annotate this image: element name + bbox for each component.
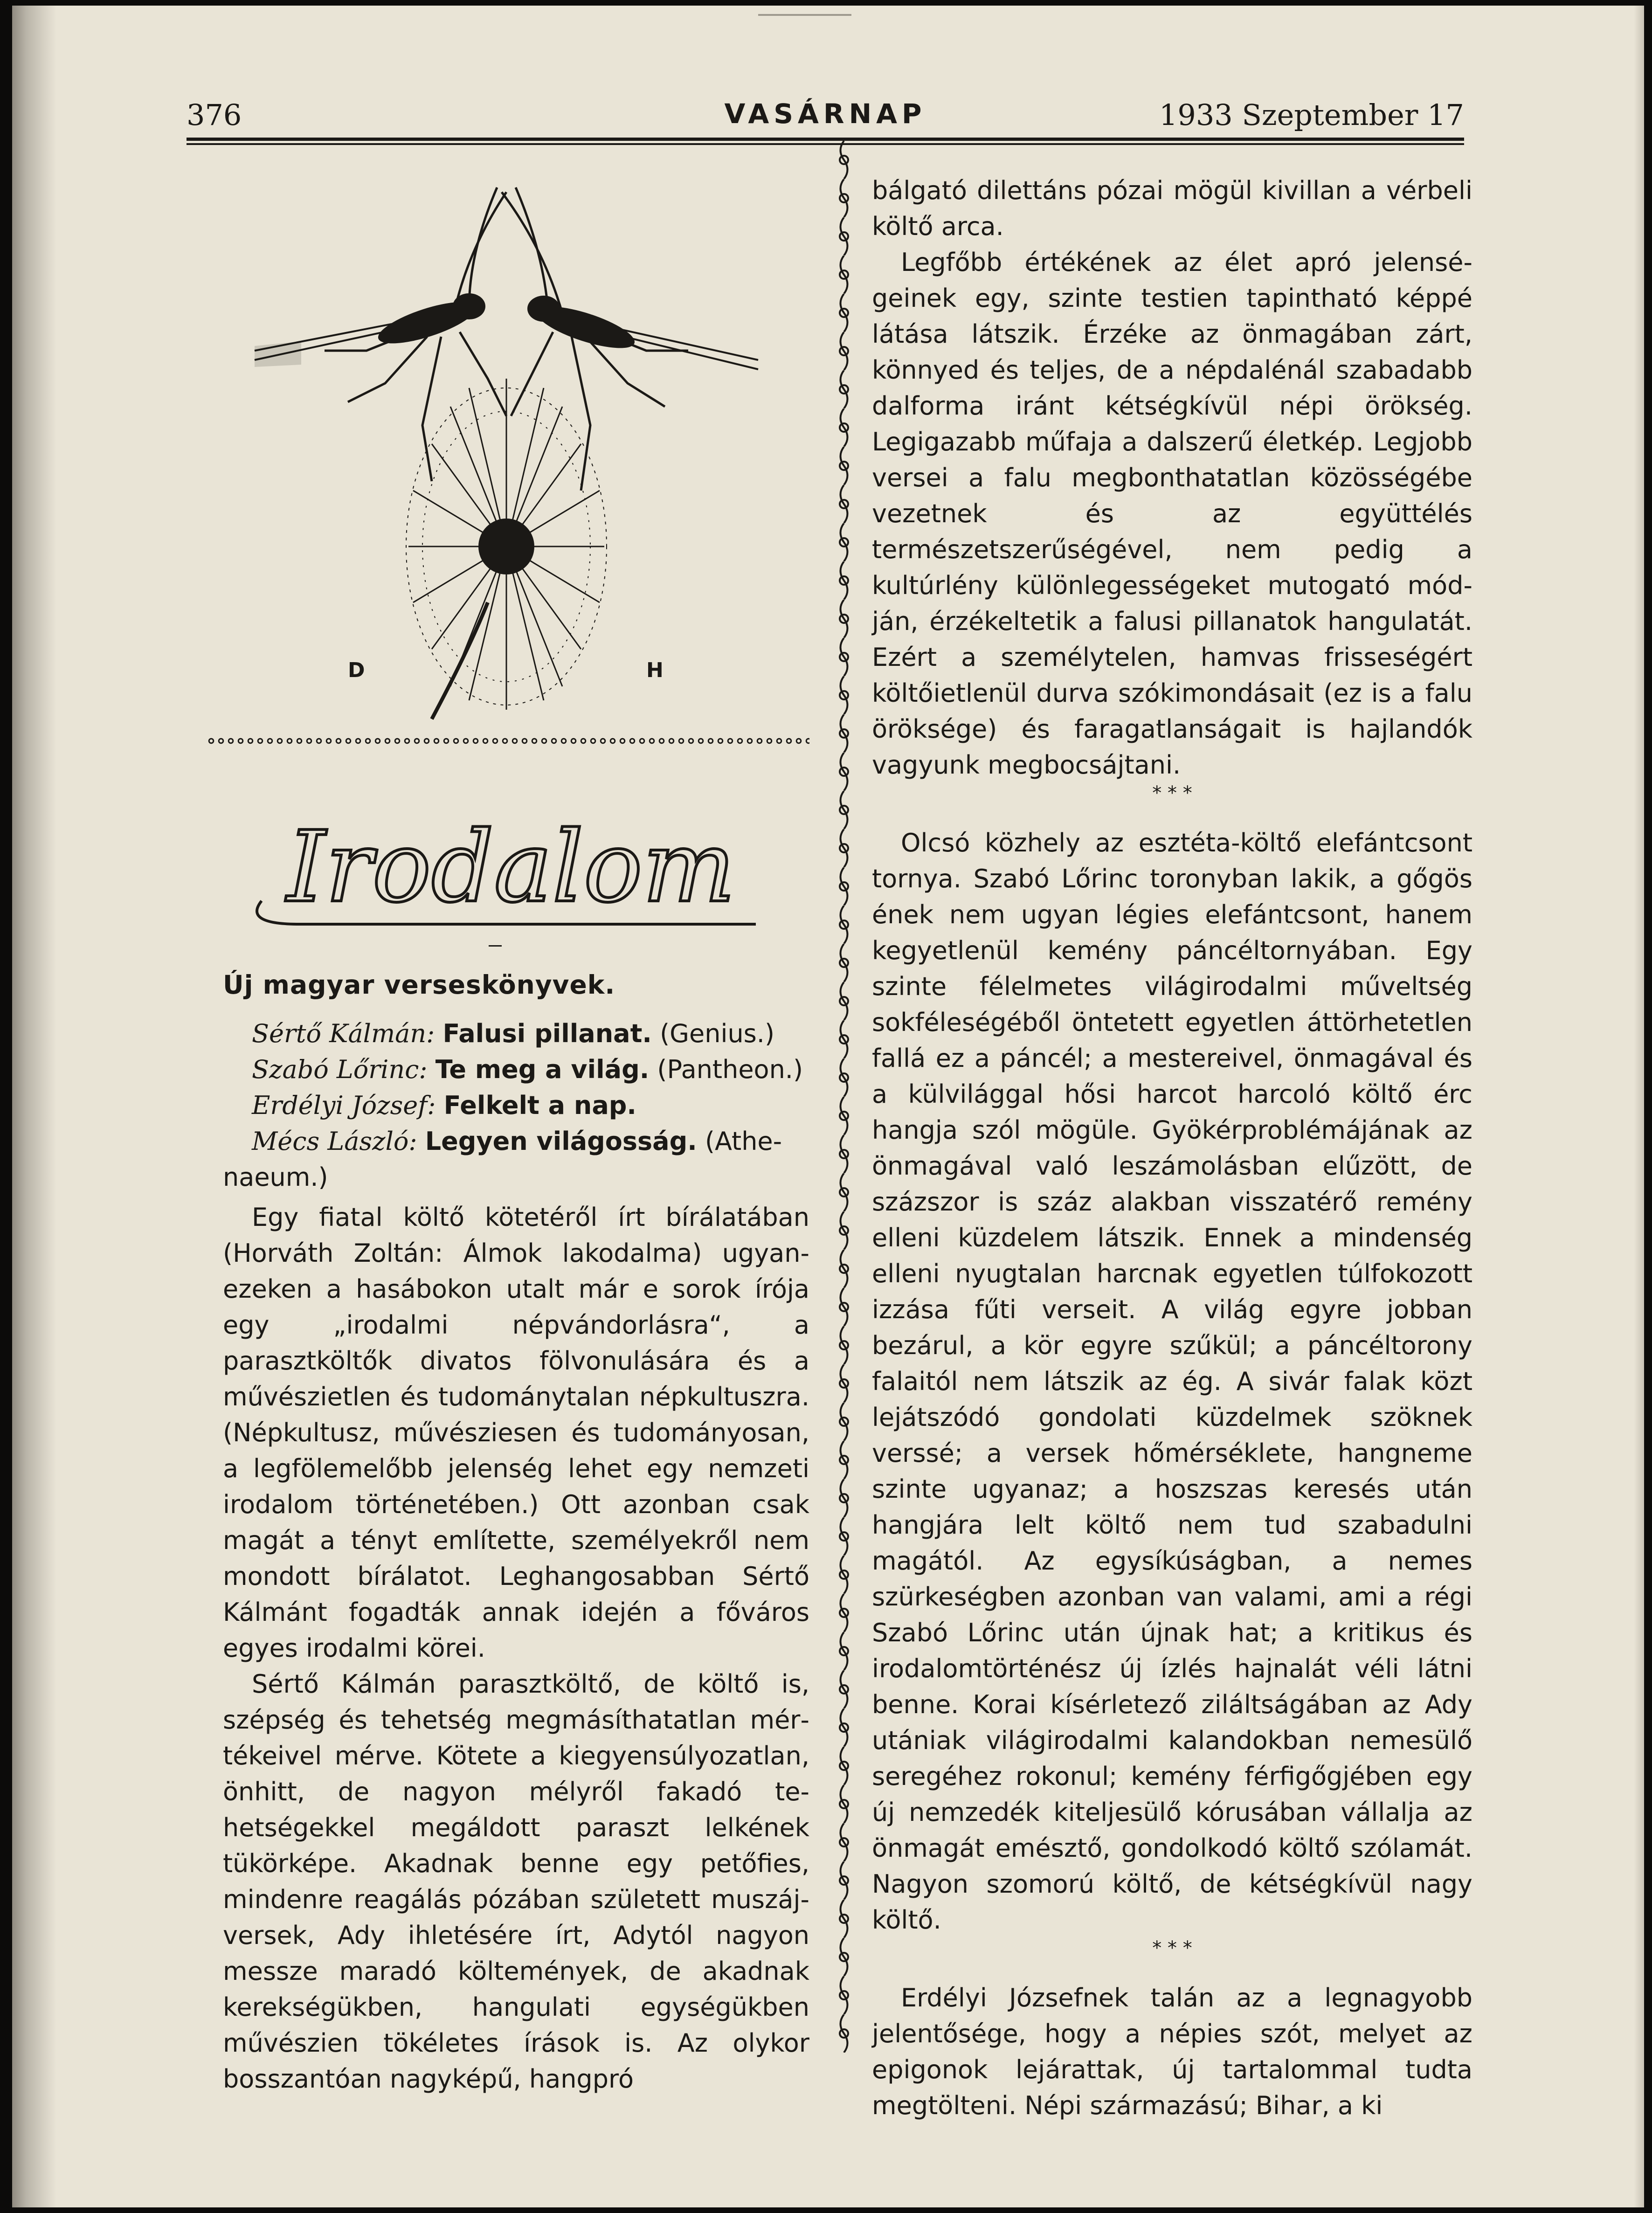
- paragraph: bálgató dilettáns pózai mögül kivillan a vérbeli költő arca.: [872, 176, 1472, 241]
- book-author: Sértő Kálmán:: [252, 1019, 435, 1048]
- paragraph: Erdélyi Józsefnek talán az a legnagyobb jelentősége, hogy a népies szót, melyet az epigonok lejárattak, új tartalommal tudta megtölteni. Népi származású; Bihar, a ki: [872, 1983, 1472, 2120]
- page-edge: [1634, 6, 1644, 2207]
- book-author: Mécs László:: [252, 1127, 417, 1156]
- book-title: Legyen világosság.: [425, 1127, 697, 1156]
- paragraph: Egy fiatal költő kötetéről írt bírálatában (Horváth Zoltán: Álmok lakodalma) ugyanezeken a hasábokon utalt már e sorok írója egy „irodalmi népvándorlásra“, a parasztköltők divatos fölvonulására és a művészietlen és tudománytalan népkultuszra. (Népkultusz, művésziesen és tudományosan, a legfölemelőbb jelenség lehet egy nemzeti irodalom történetében.) Ott azonban csak magát a tényt említette, személyekről nem mondott bírálatot. Leghangosabban Sértő Kálmánt fogadták annak idején a főváros egyes irodalmi körei.: [223, 1203, 809, 1663]
- book-title: Felkelt a nap.: [443, 1091, 636, 1120]
- magazine-page: [12, 6, 1644, 2207]
- article-heading: Új magyar verseskönyvek.: [223, 970, 615, 1000]
- scan-mark: [758, 14, 851, 16]
- section-title-graphic: [243, 784, 779, 938]
- issue-date: 1933 Szeptember 17: [1159, 98, 1464, 132]
- section-separator: * * *: [1152, 1937, 1192, 1959]
- book-title: Te meg a világ.: [435, 1055, 650, 1084]
- monogram-right: H: [646, 658, 664, 682]
- dotted-border: [208, 738, 809, 744]
- book-list: [223, 1016, 809, 1195]
- book-entry: [223, 1087, 809, 1123]
- right-column-body: [872, 173, 1472, 2123]
- page-header: [187, 98, 1464, 140]
- section-separator: * * *: [1152, 782, 1192, 804]
- book-publisher: (Pantheon.): [657, 1055, 803, 1084]
- header-rule-thin: [187, 143, 1464, 145]
- binding-gutter: [12, 6, 56, 2207]
- book-entry: [223, 1016, 809, 1051]
- book-publisher: (Genius.): [660, 1019, 775, 1048]
- header-rule: [187, 138, 1464, 141]
- ornamental-column-divider: [828, 141, 860, 2053]
- book-entry: [223, 1123, 809, 1195]
- paragraph: Sértő Kálmán parasztköltő, de költő is, szépség és tehetség megmásíthatatlan mértékeivel mérve. Kötete a kiegyensúlyozatlan, önhitt, de nagyon mélyről fakadó tehetségekkel megáldott paraszt lelkének tükörképe. Akadnak benne egy petőfies, mindenre reagálás pózában született muszáj-versek, Ady ihletésére írt, Adytól nagyon messze maradó költemények, de akadnak kerekségükben, hangulati egységükben művészien tökéletes írások is. Az olykor bosszantóan nagyképű, hangpró: [223, 1669, 809, 2094]
- paragraph: Olcsó közhely az esztéta-költő elefántcsont tornya. Szabó Lőrinc toronyban lakik, a gőgös ének nem ugyan légies elefántcsont, hanem kegyetlenül kemény páncéltornyában. Egy szinte félelmetes világirodalmi műveltség sokféleségéből öntetett egyetlen áttörhetetlen fallá ez a páncél; a mestereivel, önmagával és a külvilággal hősi harcot harcoló költő érc hangja szól mögüle. Gyökérproblémájának az önmagával való leszámolásban elűzött, de százszor is száz alakban visszatérő remény elleni küzdelem látszik. Ennek a mindenség elleni nyugtalan harcnak egyetlen túlfokozott izzása fűti verseit. A világ egyre jobban bezárul, a kör egyre szűkül; a páncéltorony falaitól nem látszik az ég. A sivár falak közt lejátszódó gondolati küzdelmek szöknek verssé; a versek hőmérséklete, hangneme szinte ugyanaz; a hoszszas keresés után hangjára lelt költő nem tud szabadulni magától. Az egysíkúságban, a nemes szürkeségben azonban van valami, ami a régi Szabó Lőrinc után újnak hat; a kritikus és irodalomtörténész új ízlés hajnalát véli látni benne. Korai kísérletező ziláltságában az Ady utániak világirodalmi kalandokban nemesülő seregéhez rokonul; kemény férfigőgjében egy új nemzedék kiteljesülő kórusában vállalja az önmagát emésztő, gondolkodó költő szólamát. Nagyon szomorú költő, de kétségkívül nagy költő.: [872, 828, 1472, 1935]
- book-entry: [223, 1051, 809, 1087]
- masthead: VASÁRNAP: [724, 98, 926, 130]
- insects-dandelion-illustration: [208, 183, 805, 724]
- book-publisher: (Athenaeum.): [223, 1127, 782, 1192]
- book-author: Szabó Lőrinc:: [252, 1055, 428, 1084]
- left-column-body: [223, 1199, 809, 2097]
- monogram-left: D: [348, 658, 365, 682]
- paragraph: Legfőbb értékének az élet apró jelenségeinek egy, szinte testien tapintható képpé látása látszik. Érzéke az önmagában zárt, könnyed és teljes, de a népdalénál szabadabb dalforma iránt kétségkívül népi örökség. Legigazabb műfaja a dalszerű életkép. Legjobb versei a falu megbonthatatlan közösségébe vezetnek és az együttélés természetszerűségével, nem pedig a kultúrlény különlegességeket mutogató módján, érzékeltetik a falusi pillanatok hangulatát. Ezért a személytelen, hamvas frisseségért költőietlenül durva szókimondásait (ez is a falu öröksége) és faragatlanságait is hajlandók vagyunk megbocsájtani.: [872, 248, 1472, 780]
- title-dash: [489, 945, 502, 947]
- page-number: 376: [187, 98, 242, 132]
- section-title: Irodalom: [286, 810, 736, 924]
- book-title: Falusi pillanat.: [442, 1019, 652, 1048]
- book-author: Erdélyi József:: [252, 1091, 436, 1120]
